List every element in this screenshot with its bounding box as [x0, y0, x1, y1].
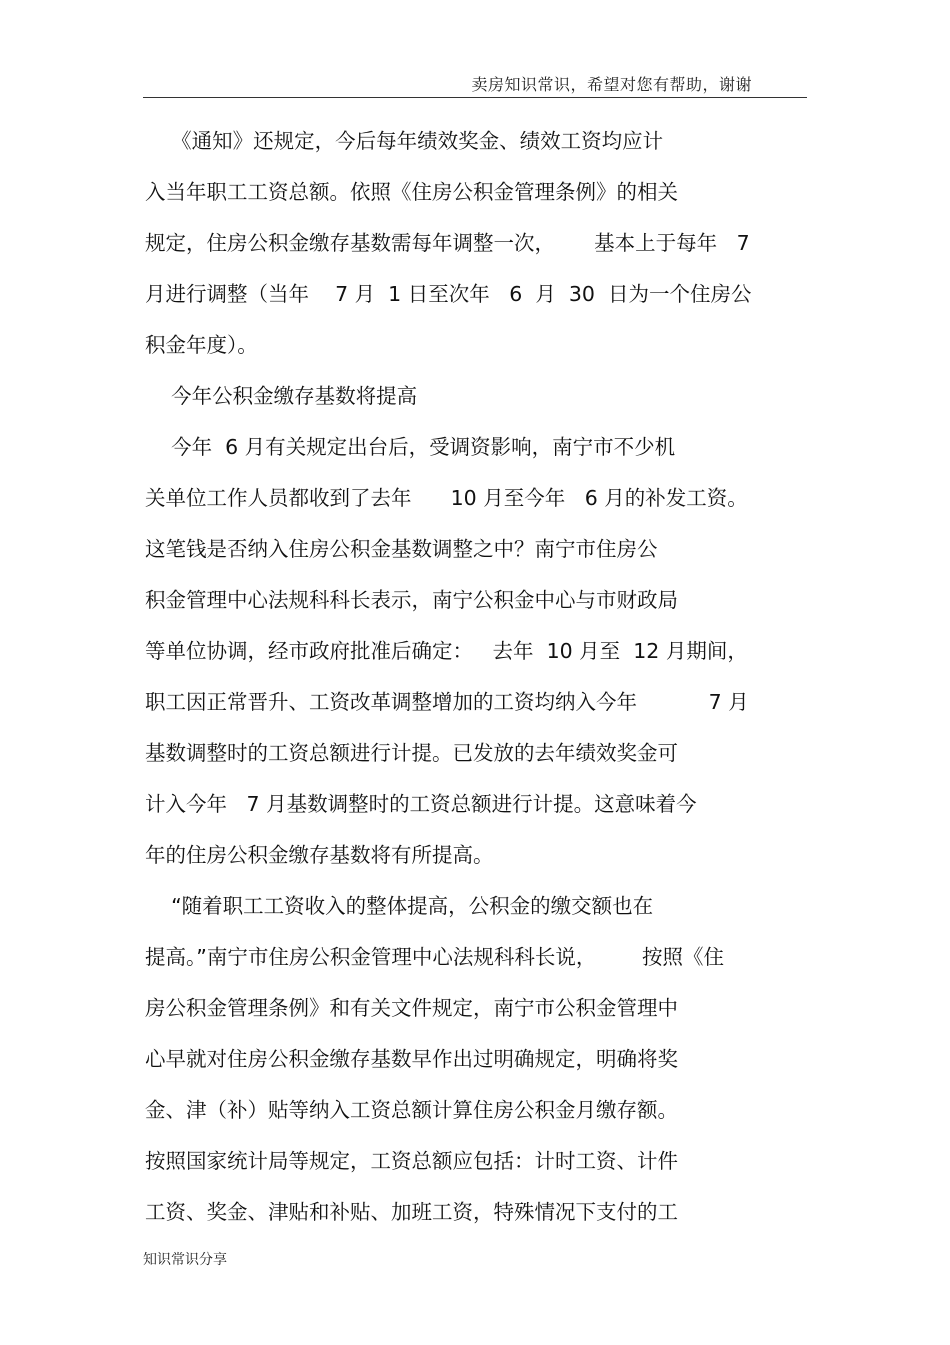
text-line: 房公积金管理条例》和有关文件规定，南宁市公积金管理中: [145, 996, 678, 1020]
text-line: 计入今年 7 月基数调整时的工资总额进行计提。这意味着今: [145, 792, 697, 816]
text-line: 关单位工作人员都收到了去年 10 月至今年 6 月的补发工资。: [145, 486, 748, 510]
text-line: 心早就对住房公积金缴存基数早作出过明确规定，明确将奖: [145, 1047, 678, 1071]
text-line: “随着职工工资收入的整体提高，公积金的缴交额也在: [145, 894, 654, 918]
text-line: 《通知》还规定，今后每年绩效奖金、绩效工资均应计: [145, 129, 664, 153]
text-line: 年的住房公积金缴存基数将有所提高。: [145, 843, 494, 867]
page-footer-text: 知识常识分享: [143, 1252, 227, 1268]
page-header-text: 卖房知识常识，希望对您有帮助，谢谢: [471, 75, 752, 94]
text-line: 规定，住房公积金缴存基数需每年调整一次， 基本上于每年 7: [145, 231, 750, 255]
section-heading: 今年公积金缴存基数将提高: [145, 384, 418, 408]
text-line: 月进行调整（当年 7 月 1 日至次年 6 月 30 日为一个住房公: [145, 282, 752, 306]
text-line: 积金管理中心法规科科长表示，南宁公积金中心与市财政局: [145, 588, 678, 612]
text-line: 工资、奖金、津贴和补贴、加班工资，特殊情况下支付的工: [145, 1200, 678, 1224]
text-line: 基数调整时的工资总额进行计提。已发放的去年绩效奖金可: [145, 741, 678, 765]
text-line: 金、津（补）贴等纳入工资总额计算住房公积金月缴存额。: [145, 1098, 678, 1122]
text-line: 这笔钱是否纳入住房公积金基数调整之中？南宁市住房公: [145, 537, 658, 561]
text-line: 积金年度）。: [145, 333, 258, 357]
text-line: 按照国家统计局等规定，工资总额应包括：计时工资、计件: [145, 1149, 678, 1173]
text-line: 入当年职工工资总额。依照《住房公积金管理条例》的相关: [145, 180, 678, 204]
text-line: 职工因正常晋升、工资改革调整增加的工资均纳入今年 7 月: [145, 690, 749, 714]
document-body: [145, 122, 815, 1244]
text-line: 提高。”南宁市住房公积金管理中心法规科科长说， 按照《住: [145, 945, 724, 969]
text-line: 今年 6 月有关规定出台后，受调资影响，南宁市不少机: [145, 435, 676, 459]
header-divider: [143, 97, 807, 98]
text-line: 等单位协调，经市政府批准后确定： 去年 10 月至 12 月期间，: [145, 639, 748, 663]
